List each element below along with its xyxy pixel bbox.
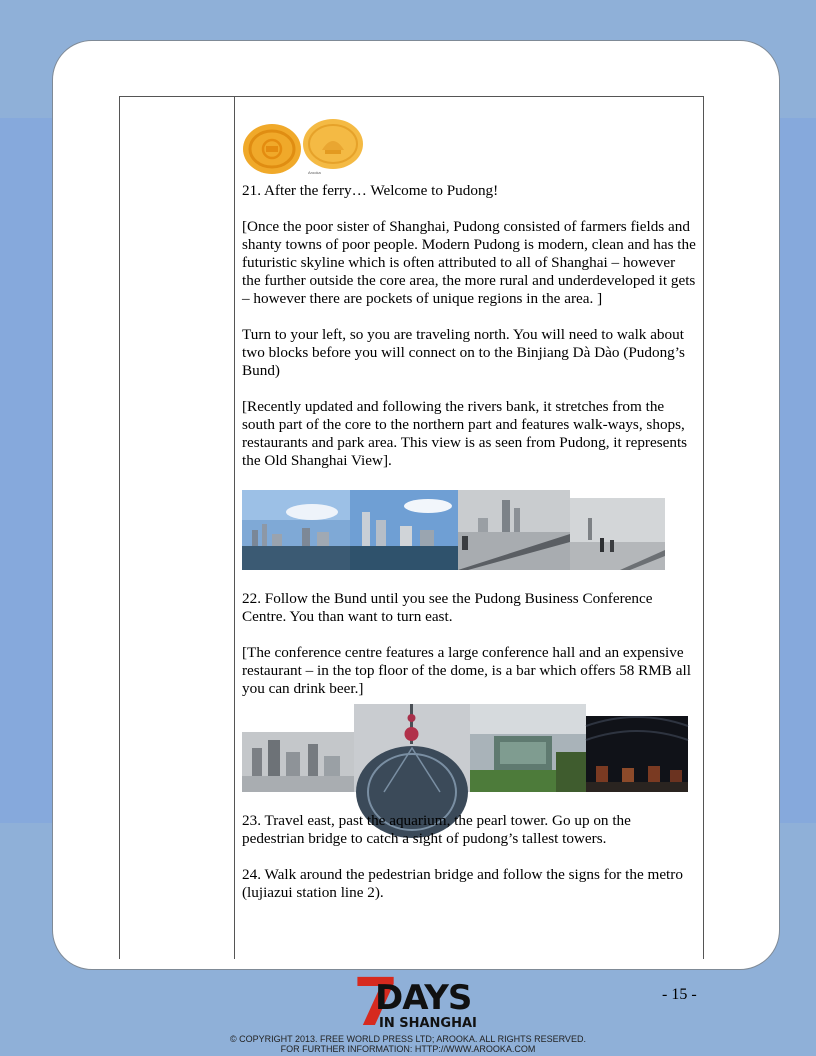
- bund-photo-4: [570, 498, 665, 570]
- step-21-direction: Turn to your left, so you are traveling north. You will need to walk about two blocks before you will connect on to the Binjiang Dà Dào (Pudong’s Bund): [242, 326, 685, 379]
- logo-tagline: IN SHANGHAI: [379, 1016, 477, 1031]
- conference-centre-description: [The conference centre features a large conference hall and an expensive restaurant – in the top floor of the dome, is a bar which offers 58 RMB all you can drink beer.]: [242, 644, 691, 697]
- conference-photo-row: [242, 704, 697, 792]
- bund-description: [Recently updated and following the rivers bank, it stretches from the south part of the core to the northern part and features walk-ways, shops, restaurants and park area. This view is as seen from Pudong, it represents the Old Shanghai View].: [242, 398, 688, 469]
- conference-photo-4: [586, 716, 688, 792]
- bund-photo-2: [350, 490, 458, 570]
- coins-image: [242, 120, 366, 176]
- step-21-heading: 21. After the ferry… Welcome to Pudong!: [242, 182, 499, 199]
- pudong-description: [Once the poor sister of Shanghai, Pudong consisted of farmers fields and shanty towns of poor people. Modern Pudong is modern, clean and has the futuristic skyline which is often attributed to all of Shanghai – however the further outside the core area, the more rural and underdeveloped it gets – however there are pockets of unique regions in the area. ]: [242, 218, 696, 307]
- copyright-line-2: FOR FURTHER INFORMATION: HTTP://WWW.AROOKA.COM: [280, 1044, 536, 1054]
- step-23: 23. Travel east, past the aquarium, the pearl tower. Go up on the pedestrian bridge to catch a sight of pudong’s tallest towers.: [242, 812, 631, 847]
- table-column-divider: [234, 97, 235, 959]
- bund-photo-3: [458, 490, 570, 570]
- page-number: - 15 -: [662, 986, 697, 1003]
- coins-caption: Arooka: [308, 170, 321, 175]
- conference-photo-3: [470, 704, 586, 792]
- step-22-heading: 22. Follow the Bund until you see the Pudong Business Conference Centre. You than want to turn east.: [242, 590, 653, 625]
- conference-photo-1: [242, 732, 354, 792]
- conference-photo-2: [354, 704, 470, 792]
- bund-photo-row: [242, 490, 697, 570]
- copyright-notice: [0, 1034, 816, 1054]
- content-column: [242, 120, 697, 902]
- copyright-line-1: © COPYRIGHT 2013. FREE WORLD PRESS LTD; AROOKA. ALL RIGHTS RESERVED.: [230, 1034, 586, 1044]
- logo-days: DAYS: [375, 978, 472, 1018]
- step-24: 24. Walk around the pedestrian bridge and follow the signs for the metro (lujiazui station line 2).: [242, 866, 683, 901]
- bund-photo-1: [242, 490, 350, 570]
- logo-seven: 7: [353, 964, 399, 1041]
- seven-days-logo: [353, 964, 477, 1041]
